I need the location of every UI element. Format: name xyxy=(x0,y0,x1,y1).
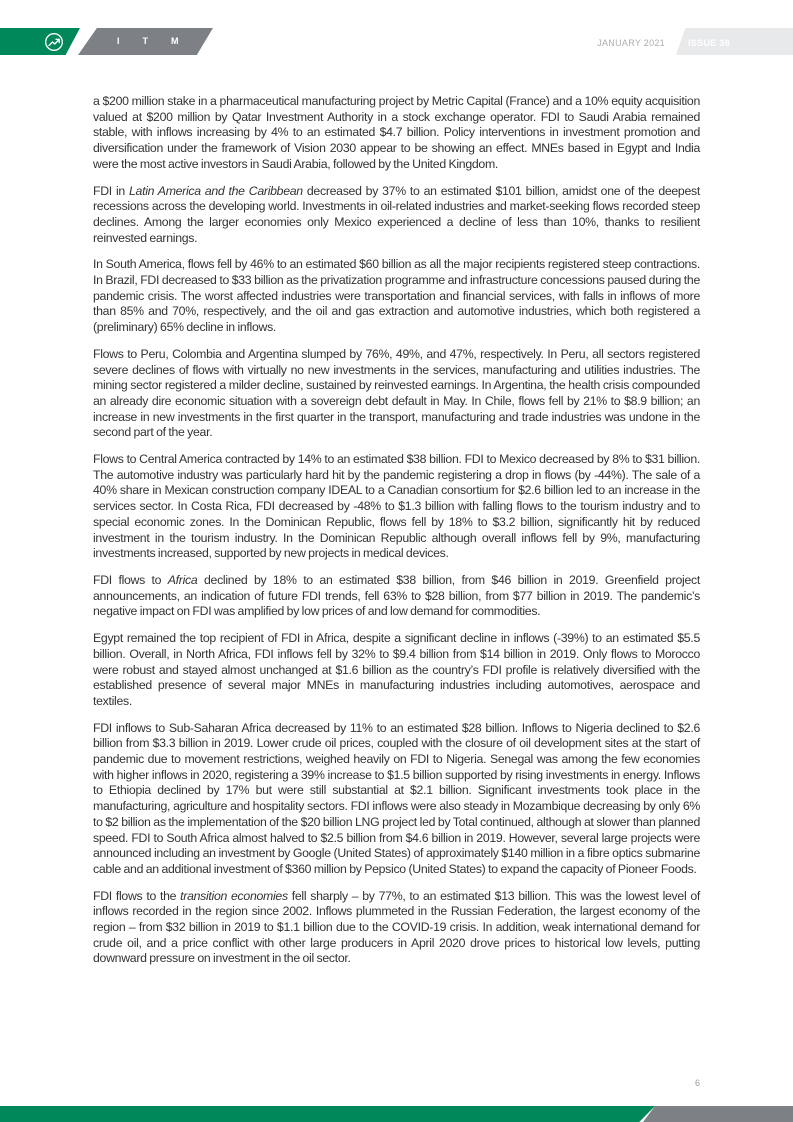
paragraph-text: FDI flows to xyxy=(93,572,168,587)
paragraph-text: decreased by 37% to an estimated $101 billion, amidst one of the deepest recessions across the developing world. Investments in oil-related industries and market-seeking flows recorded steep declines. Among the larger economies only Mexico experienced a decline of less than 10%, thanks to resilient reinvested earnings. xyxy=(93,183,700,245)
paragraph-text: FDI flows to the xyxy=(93,888,181,903)
paragraph-text: declined by 18% to an estimated $38 billion, from $46 billion in 2019. Greenfield project announcements, an indication of future FDI trends, fell 63% to $28 billion, from $77 billion in 2019. The pandemic’s negative impact on FDI was amplified by low prices of and low demand for commodities. xyxy=(93,572,700,619)
emphasized-text: Latin America and the Caribbean xyxy=(129,183,303,198)
body-paragraph xyxy=(93,94,700,173)
header-letter: M xyxy=(171,36,180,46)
body-paragraph xyxy=(93,573,700,620)
header-letter: I xyxy=(117,36,121,46)
emphasized-text: transition economies xyxy=(180,888,288,903)
paragraph-text: a $200 million stake in a pharmaceutical manufacturing project by Metric Capital (France) and a 10% equity acquisition valued at $200 million by Qatar Investment Authority in a stock exchange operator. FDI to Saudi Arabia remained stable, with inflows increasing by 4% to an estimated $4.7 billion. Policy interventions in investment promotion and diversification under the framework of Vision 2030 appear to be showing an effect. MNEs based in Egypt and India were the most active investors in Saudi Arabia, followed by the United Kingdom. xyxy=(93,94,700,171)
paragraph-text: FDI in xyxy=(93,183,130,198)
page-header xyxy=(0,28,793,55)
paragraph-text: FDI inflows to Sub-Saharan Africa decreased by 11% to an estimated $28 billion. Inflows to Nigeria declined to $2.6 billion from $3.3 billion in 2019. Lower crude oil prices, coupled with the closure of oil development sites at the start of pandemic due to movement restrictions, weighed heavily on FDI to Nigeria. Senegal was among the few economies with higher inflows in 2020, registering a 39% increase to $1.5 billion supported by rising investments in energy. Inflows to Ethiopia declined by 17% but were still substantial at $2.1 billion. Significant investments took place in the manufacturing, agriculture and hospitality sectors. FDI inflows were also steady in Mozambique decreasing by only 6% to $2 billion as the implementation of the $20 billion LNG project led by Total continued, although at slower than planned speed. FDI to South Africa almost halved to $2.5 billion from $4.6 billion in 2019. However, several large projects were announced including an investment by Google (United States) of approximately $140 million in a fibre optics submarine cable and an additional investment of $360 million by Pepsico (United States) to expand the capacity of Pioneer Foods. xyxy=(93,720,700,876)
body-paragraph xyxy=(93,184,700,247)
body-paragraph xyxy=(93,631,700,710)
footer-green-band xyxy=(0,1106,655,1122)
paragraph-text: Flows to Central America contracted by 14% to an estimated $38 billion. FDI to Mexico decreased by 8% to $31 billion. The automotive industry was particularly hard hit by the pandemic registering a drop in flows (by -44%). The sale of a 40% share in Mexican construction company IDEAL to a Canadian consortium for $2.6 billion led to an increase in the services sector. In Costa Rica, FDI decreased by -48% to $1.3 billion with falling flows to the tourism industry and to special economic zones. In the Dominican Republic, flows fell by 18% to $3.2 billion, significantly hit by reduced investment in the tourism industry. In the Dominican Republic although overall inflows fell by 9%, manufacturing investments increased, supported by new projects in medical devices. xyxy=(93,452,700,561)
header-brand-letters xyxy=(117,36,180,46)
paragraph-text: Flows to Peru, Colombia and Argentina slumped by 76%, 49%, and 47%, respectively. In Peru, all sectors registered severe declines of flows with virtually no new investments in the services, manufacturing and utilities industries. The mining sector registered a milder decline, sustained by reinvested earnings. In Argentina, the health crisis compounded an already dire economic situation with a sovereign debt default in May. In Chile, flows fell by 21% to $8.9 billion; an increase in new investments in the first quarter in the transport, manufacturing and trade industries was undone in the second part of the year. xyxy=(93,346,700,440)
header-date: JANUARY 2021 xyxy=(597,38,665,48)
body-paragraph xyxy=(93,721,700,878)
paragraph-text: fell sharply – by 77%, to an estimated $13 billion. This was the lowest level of inflows recorded in the region since 2002. Inflows plummeted in the Russian Federation, the largest economy of the region – from $32 billion in 2019 to $1.1 billion due to the COVID-19 crisis. In addition, weak international demand for crude oil, and a price conflict with other large producers in April 2020 drove prices to historical low levels, putting downward pressure on investment in the oil sector. xyxy=(93,888,701,966)
body-paragraph xyxy=(93,347,700,441)
emphasized-text: Africa xyxy=(167,572,198,587)
body-paragraph xyxy=(93,889,700,968)
paragraph-text: In South America, flows fell by 46% to an estimated $60 billion as all the major recipients registered steep contractions. In Brazil, FDI decreased to $33 billion as the privatization programme and infrastructure concessions paused during the pandemic crisis. The worst affected industries were transportation and financial services, with falls in inflows of more than 85% and 70%, respectively, and the oil and gas extraction and automotive industries, which both registered a (preliminary) 65% decline in inflows. xyxy=(93,257,700,335)
body-paragraph xyxy=(93,257,700,336)
page-number: 6 xyxy=(694,1078,700,1088)
header-green-band xyxy=(0,28,80,55)
article-body xyxy=(93,94,700,978)
trend-up-icon xyxy=(44,32,64,52)
body-paragraph xyxy=(93,452,700,562)
paragraph-text: Egypt remained the top recipient of FDI in Africa, despite a significant decline in inflows (-39%) to an estimated $5.5 billion. Overall, in North Africa, FDI inflows fell by 32% to $9.4 billion from $14 billion in 2019. Only flows to Morocco were robust and stayed almost unchanged at $1.6 billion as the country’s FDI profile is relatively diversified with the established presence of several major MNEs in manufacturing industries including automotives, aerospace and textiles. xyxy=(93,631,700,708)
header-letter: T xyxy=(142,36,150,46)
header-issue: ISSUE 38 xyxy=(688,38,730,48)
footer-gray-band xyxy=(643,1106,793,1122)
